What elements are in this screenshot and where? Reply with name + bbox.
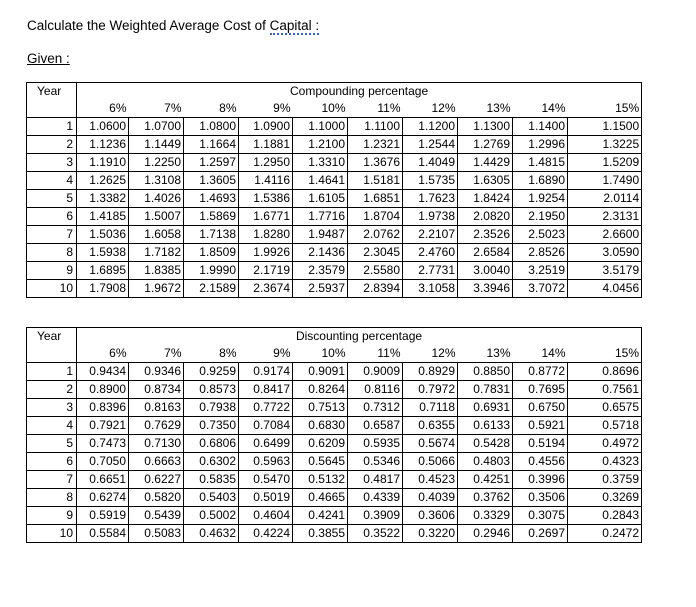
value-cell: 0.7972 xyxy=(403,381,458,399)
value-cell: 2.5023 xyxy=(513,226,568,244)
value-cell: 0.5584 xyxy=(77,525,129,543)
year-cell: 5 xyxy=(27,435,77,453)
year-cell: 7 xyxy=(27,226,77,244)
value-cell: 1.2321 xyxy=(348,136,403,154)
value-cell: 1.3310 xyxy=(293,154,348,172)
rate-header: 8% xyxy=(219,346,237,360)
year-cell: 1 xyxy=(27,118,77,136)
value-cell: 1.8424 xyxy=(458,190,513,208)
value-cell: 0.6227 xyxy=(129,471,184,489)
value-cell: 1.5007 xyxy=(129,208,184,226)
rate-header: 7% xyxy=(164,346,182,360)
value-cell: 0.5439 xyxy=(129,507,184,525)
discounting-table xyxy=(26,327,642,543)
value-cell: 1.8704 xyxy=(348,208,403,226)
value-cell: 0.9259 xyxy=(184,363,239,381)
value-cell: 1.0800 xyxy=(184,118,239,136)
year-cell: 1 xyxy=(27,363,77,381)
value-cell: 0.7695 xyxy=(513,381,568,399)
value-cell: 1.5036 xyxy=(77,226,129,244)
heading-text: Calculate the Weighted Average Cost of xyxy=(27,18,270,33)
rate-header: 11% xyxy=(377,346,401,360)
value-cell: 0.5002 xyxy=(184,507,239,525)
value-cell: 0.6806 xyxy=(184,435,239,453)
value-cell: 2.8394 xyxy=(348,280,403,298)
year-cell: 10 xyxy=(27,525,77,543)
value-cell: 1.9738 xyxy=(403,208,458,226)
value-cell: 2.1589 xyxy=(184,280,239,298)
value-cell: 1.1910 xyxy=(77,154,129,172)
value-cell: 0.8929 xyxy=(403,363,458,381)
value-cell: 1.1881 xyxy=(239,136,293,154)
value-cell: 0.3329 xyxy=(458,507,513,525)
value-cell: 0.4556 xyxy=(513,453,568,471)
value-cell: 2.4760 xyxy=(403,244,458,262)
value-cell: 1.1500 xyxy=(568,118,642,136)
value-cell: 4.0456 xyxy=(568,280,642,298)
value-cell: 0.3996 xyxy=(513,471,568,489)
table-row xyxy=(27,453,642,471)
value-cell: 0.6830 xyxy=(293,417,348,435)
rate-header: 8% xyxy=(219,101,237,115)
value-cell: 0.6355 xyxy=(403,417,458,435)
value-cell: 1.0600 xyxy=(77,118,129,136)
value-cell: 0.4665 xyxy=(293,489,348,507)
value-cell: 0.4241 xyxy=(293,507,348,525)
value-cell: 2.3045 xyxy=(348,244,403,262)
rate-header: 15% xyxy=(568,100,642,118)
value-cell: 3.0590 xyxy=(568,244,642,262)
page-heading xyxy=(27,18,319,33)
value-cell: 1.9990 xyxy=(184,262,239,280)
value-cell: 0.7831 xyxy=(458,381,513,399)
value-cell: 1.7623 xyxy=(403,190,458,208)
value-cell: 0.6133 xyxy=(458,417,513,435)
value-cell: 1.1300 xyxy=(458,118,513,136)
year-cell: 7 xyxy=(27,471,77,489)
year-cell: 9 xyxy=(27,507,77,525)
rate-header: 9% xyxy=(273,101,291,115)
value-cell: 0.5132 xyxy=(293,471,348,489)
value-cell: 0.9009 xyxy=(348,363,403,381)
value-cell: 0.9174 xyxy=(239,363,293,381)
value-cell: 1.2100 xyxy=(293,136,348,154)
table-row xyxy=(27,363,642,381)
value-cell: 0.3909 xyxy=(348,507,403,525)
value-cell: 0.7561 xyxy=(568,381,642,399)
value-cell: 1.7138 xyxy=(184,226,239,244)
value-cell: 1.8280 xyxy=(239,226,293,244)
year-cell: 5 xyxy=(27,190,77,208)
rate-header: 14% xyxy=(541,346,566,360)
value-cell: 0.8772 xyxy=(513,363,568,381)
table-row xyxy=(27,118,642,136)
rates-row xyxy=(27,100,642,118)
value-cell: 0.7921 xyxy=(77,417,129,435)
value-cell: 0.7130 xyxy=(129,435,184,453)
value-cell: 1.0900 xyxy=(239,118,293,136)
value-cell: 1.6890 xyxy=(513,172,568,190)
value-cell: 1.3382 xyxy=(77,190,129,208)
rate-header: 12% xyxy=(431,346,456,360)
value-cell: 1.1200 xyxy=(403,118,458,136)
value-cell: 0.8396 xyxy=(77,399,129,417)
value-cell: 2.3131 xyxy=(568,208,642,226)
value-cell: 0.9346 xyxy=(129,363,184,381)
value-cell: 0.7473 xyxy=(77,435,129,453)
value-cell: 2.3526 xyxy=(458,226,513,244)
value-cell: 0.3855 xyxy=(293,525,348,543)
value-cell: 0.8116 xyxy=(348,381,403,399)
rate-header: 10% xyxy=(321,101,346,115)
value-cell: 0.5674 xyxy=(403,435,458,453)
value-cell: 1.5386 xyxy=(239,190,293,208)
value-cell: 3.2519 xyxy=(513,262,568,280)
value-cell: 1.4429 xyxy=(458,154,513,172)
table-row xyxy=(27,525,642,543)
value-cell: 2.6600 xyxy=(568,226,642,244)
value-cell: 0.9434 xyxy=(77,363,129,381)
table-row xyxy=(27,262,642,280)
value-cell: 0.5066 xyxy=(403,453,458,471)
value-cell: 0.4972 xyxy=(568,435,642,453)
rate-header: 10% xyxy=(321,346,346,360)
value-cell: 0.6931 xyxy=(458,399,513,417)
value-cell: 0.2697 xyxy=(513,525,568,543)
value-cell: 0.6651 xyxy=(77,471,129,489)
year-cell: 8 xyxy=(27,244,77,262)
value-cell: 1.6771 xyxy=(239,208,293,226)
value-cell: 2.0114 xyxy=(568,190,642,208)
value-cell: 1.9254 xyxy=(513,190,568,208)
value-cell: 1.2996 xyxy=(513,136,568,154)
rate-header: 9% xyxy=(273,346,291,360)
value-cell: 2.1950 xyxy=(513,208,568,226)
value-cell: 3.5179 xyxy=(568,262,642,280)
value-cell: 2.7731 xyxy=(403,262,458,280)
table-row xyxy=(27,172,642,190)
value-cell: 0.3506 xyxy=(513,489,568,507)
value-cell: 1.4815 xyxy=(513,154,568,172)
value-cell: 1.1000 xyxy=(293,118,348,136)
year-cell: 3 xyxy=(27,154,77,172)
value-cell: 0.5919 xyxy=(77,507,129,525)
year-cell: 4 xyxy=(27,417,77,435)
value-cell: 1.2597 xyxy=(184,154,239,172)
value-cell: 0.4604 xyxy=(239,507,293,525)
value-cell: 0.7118 xyxy=(403,399,458,417)
value-cell: 0.8696 xyxy=(568,363,642,381)
value-cell: 1.3605 xyxy=(184,172,239,190)
value-cell: 1.6058 xyxy=(129,226,184,244)
rate-header: 15% xyxy=(568,345,642,363)
value-cell: 2.5580 xyxy=(348,262,403,280)
given-label: Given : xyxy=(27,51,70,66)
year-cell: 2 xyxy=(27,381,77,399)
table-row xyxy=(27,417,642,435)
value-cell: 1.9926 xyxy=(239,244,293,262)
value-cell: 3.7072 xyxy=(513,280,568,298)
value-cell: 1.4026 xyxy=(129,190,184,208)
table-title: Compounding percentage xyxy=(77,83,642,101)
rate-header: 14% xyxy=(541,101,566,115)
value-cell: 1.7908 xyxy=(77,280,129,298)
year-cell: 3 xyxy=(27,399,77,417)
value-cell: 1.6105 xyxy=(293,190,348,208)
value-cell: 1.2769 xyxy=(458,136,513,154)
value-cell: 0.3075 xyxy=(513,507,568,525)
year-cell: 6 xyxy=(27,208,77,226)
value-cell: 0.3762 xyxy=(458,489,513,507)
value-cell: 0.5346 xyxy=(348,453,403,471)
compounding-table xyxy=(26,82,642,298)
value-cell: 0.2843 xyxy=(568,507,642,525)
header-row xyxy=(27,83,642,101)
rate-header: 13% xyxy=(486,346,511,360)
value-cell: 1.8509 xyxy=(184,244,239,262)
table-row xyxy=(27,280,642,298)
table-row xyxy=(27,399,642,417)
year-cell: 4 xyxy=(27,172,77,190)
table-row xyxy=(27,435,642,453)
value-cell: 3.1058 xyxy=(403,280,458,298)
value-cell: 0.7629 xyxy=(129,417,184,435)
value-cell: 2.0820 xyxy=(458,208,513,226)
rates-row xyxy=(27,345,642,363)
table-row xyxy=(27,489,642,507)
year-cell: 8 xyxy=(27,489,77,507)
value-cell: 2.3674 xyxy=(239,280,293,298)
value-cell: 0.6274 xyxy=(77,489,129,507)
value-cell: 0.5019 xyxy=(239,489,293,507)
value-cell: 1.9487 xyxy=(293,226,348,244)
value-cell: 0.7312 xyxy=(348,399,403,417)
rate-header: 7% xyxy=(164,101,182,115)
value-cell: 0.5194 xyxy=(513,435,568,453)
value-cell: 0.5835 xyxy=(184,471,239,489)
heading-underlined-word: Capital : xyxy=(269,18,320,33)
table-row xyxy=(27,244,642,262)
value-cell: 1.4049 xyxy=(403,154,458,172)
value-cell: 1.2250 xyxy=(129,154,184,172)
value-cell: 1.6851 xyxy=(348,190,403,208)
value-cell: 0.5963 xyxy=(239,453,293,471)
value-cell: 1.2950 xyxy=(239,154,293,172)
value-cell: 0.4251 xyxy=(458,471,513,489)
value-cell: 0.5820 xyxy=(129,489,184,507)
value-cell: 0.4632 xyxy=(184,525,239,543)
value-cell: 0.7938 xyxy=(184,399,239,417)
table-row xyxy=(27,154,642,172)
value-cell: 1.1400 xyxy=(513,118,568,136)
rate-header: 11% xyxy=(377,101,401,115)
value-cell: 0.6587 xyxy=(348,417,403,435)
table-row xyxy=(27,471,642,489)
value-cell: 1.1664 xyxy=(184,136,239,154)
table-row xyxy=(27,381,642,399)
value-cell: 0.4323 xyxy=(568,453,642,471)
value-cell: 3.3946 xyxy=(458,280,513,298)
table-row xyxy=(27,136,642,154)
value-cell: 1.7490 xyxy=(568,172,642,190)
table-title: Discounting percentage xyxy=(77,328,642,346)
value-cell: 1.5181 xyxy=(348,172,403,190)
value-cell: 0.6575 xyxy=(568,399,642,417)
value-cell: 1.5938 xyxy=(77,244,129,262)
year-cell: 9 xyxy=(27,262,77,280)
value-cell: 1.4116 xyxy=(239,172,293,190)
value-cell: 0.8734 xyxy=(129,381,184,399)
value-cell: 1.7716 xyxy=(293,208,348,226)
value-cell: 1.1449 xyxy=(129,136,184,154)
value-cell: 0.5921 xyxy=(513,417,568,435)
value-cell: 0.5083 xyxy=(129,525,184,543)
value-cell: 0.9091 xyxy=(293,363,348,381)
rate-header: 6% xyxy=(109,101,127,115)
value-cell: 0.6663 xyxy=(129,453,184,471)
value-cell: 1.0700 xyxy=(129,118,184,136)
value-cell: 2.2107 xyxy=(403,226,458,244)
value-cell: 0.7722 xyxy=(239,399,293,417)
value-cell: 0.8573 xyxy=(184,381,239,399)
value-cell: 0.2472 xyxy=(568,525,642,543)
value-cell: 0.3522 xyxy=(348,525,403,543)
value-cell: 1.3676 xyxy=(348,154,403,172)
value-cell: 1.2544 xyxy=(403,136,458,154)
value-cell: 1.6895 xyxy=(77,262,129,280)
value-cell: 1.1236 xyxy=(77,136,129,154)
value-cell: 0.4224 xyxy=(239,525,293,543)
value-cell: 2.1436 xyxy=(293,244,348,262)
value-cell: 0.3606 xyxy=(403,507,458,525)
value-cell: 0.5428 xyxy=(458,435,513,453)
value-cell: 1.4641 xyxy=(293,172,348,190)
value-cell: 3.0040 xyxy=(458,262,513,280)
value-cell: 0.6499 xyxy=(239,435,293,453)
table-row xyxy=(27,208,642,226)
year-cell: 2 xyxy=(27,136,77,154)
year-header: Year xyxy=(27,328,77,363)
value-cell: 0.5403 xyxy=(184,489,239,507)
value-cell: 0.5935 xyxy=(348,435,403,453)
year-cell: 10 xyxy=(27,280,77,298)
value-cell: 0.7084 xyxy=(239,417,293,435)
value-cell: 1.1100 xyxy=(348,118,403,136)
table-row xyxy=(27,507,642,525)
value-cell: 1.4185 xyxy=(77,208,129,226)
value-cell: 1.5735 xyxy=(403,172,458,190)
value-cell: 0.5470 xyxy=(239,471,293,489)
value-cell: 0.2946 xyxy=(458,525,513,543)
value-cell: 0.8163 xyxy=(129,399,184,417)
value-cell: 1.9672 xyxy=(129,280,184,298)
value-cell: 0.5718 xyxy=(568,417,642,435)
rate-header: 6% xyxy=(109,346,127,360)
value-cell: 0.4817 xyxy=(348,471,403,489)
value-cell: 0.8417 xyxy=(239,381,293,399)
year-header: Year xyxy=(27,83,77,118)
header-row xyxy=(27,328,642,346)
value-cell: 1.2625 xyxy=(77,172,129,190)
value-cell: 0.6750 xyxy=(513,399,568,417)
value-cell: 2.6584 xyxy=(458,244,513,262)
value-cell: 1.8385 xyxy=(129,262,184,280)
value-cell: 2.3579 xyxy=(293,262,348,280)
value-cell: 2.1719 xyxy=(239,262,293,280)
value-cell: 2.5937 xyxy=(293,280,348,298)
value-cell: 0.6209 xyxy=(293,435,348,453)
value-cell: 0.3269 xyxy=(568,489,642,507)
value-cell: 1.3225 xyxy=(568,136,642,154)
value-cell: 0.4039 xyxy=(403,489,458,507)
value-cell: 0.4339 xyxy=(348,489,403,507)
value-cell: 0.3220 xyxy=(403,525,458,543)
value-cell: 1.5869 xyxy=(184,208,239,226)
year-cell: 6 xyxy=(27,453,77,471)
value-cell: 0.3759 xyxy=(568,471,642,489)
value-cell: 0.8900 xyxy=(77,381,129,399)
value-cell: 1.6305 xyxy=(458,172,513,190)
value-cell: 0.7350 xyxy=(184,417,239,435)
value-cell: 1.7182 xyxy=(129,244,184,262)
value-cell: 0.5645 xyxy=(293,453,348,471)
value-cell: 2.0762 xyxy=(348,226,403,244)
value-cell: 0.8264 xyxy=(293,381,348,399)
value-cell: 0.6302 xyxy=(184,453,239,471)
value-cell: 0.7050 xyxy=(77,453,129,471)
value-cell: 0.4523 xyxy=(403,471,458,489)
rate-header: 12% xyxy=(431,101,456,115)
rate-header: 13% xyxy=(486,101,511,115)
table-row xyxy=(27,190,642,208)
value-cell: 1.4693 xyxy=(184,190,239,208)
value-cell: 0.8850 xyxy=(458,363,513,381)
value-cell: 0.4803 xyxy=(458,453,513,471)
value-cell: 1.5209 xyxy=(568,154,642,172)
value-cell: 2.8526 xyxy=(513,244,568,262)
value-cell: 1.3108 xyxy=(129,172,184,190)
table-row xyxy=(27,226,642,244)
value-cell: 0.7513 xyxy=(293,399,348,417)
